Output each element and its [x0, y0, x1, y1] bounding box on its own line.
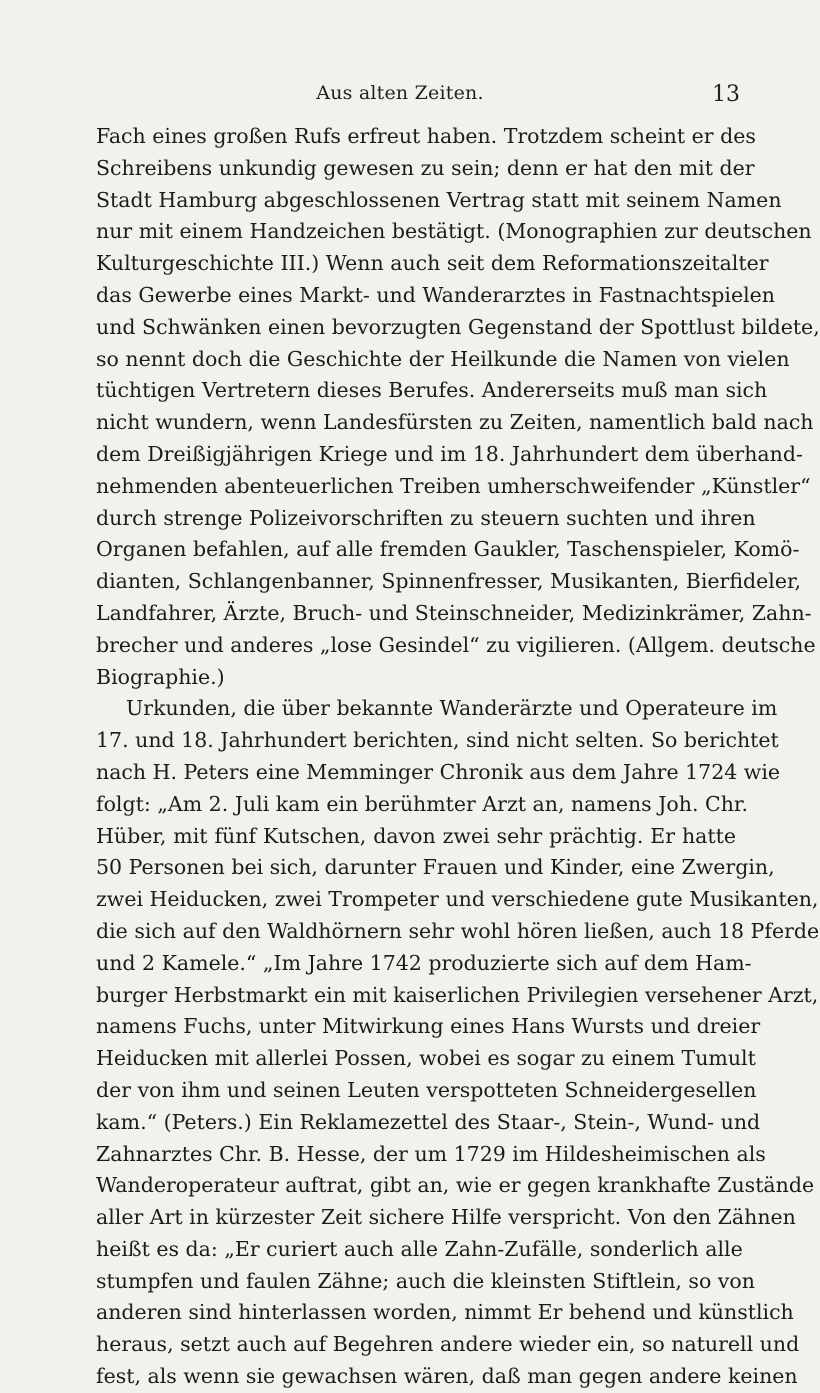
text-line: nur mit einem Handzeichen bestätigt. (Monographien zur deutschen [96, 219, 812, 244]
text-line: namens Fuchs, unter Mitwirkung eines Hans Wursts und dreier [96, 1014, 761, 1039]
text-line: aller Art in kürzester Zeit sichere Hilfe verspricht. Von den Zähnen [96, 1205, 796, 1230]
text-line: dem Dreißigjährigen Kriege und im 18. Jahrhundert dem überhand- [96, 441, 803, 466]
text-line: stumpfen und faulen Zähne; auch die kleinsten Stiftlein, so von [96, 1268, 755, 1293]
text-line: Zahnarztes Chr. B. Hesse, der um 1729 im Hildesheimischen als [96, 1141, 766, 1166]
text-line: heißt es da: „Er curiert auch alle Zahn-Zufälle, sonderlich alle [96, 1236, 743, 1261]
text-line: zwei Heiducken, zwei Trompeter und verschiedene gute Musikanten, [96, 887, 819, 912]
text-line: und 2 Kamele.“ „Im Jahre 1742 produzierte sich auf dem Ham- [96, 950, 752, 975]
running-head [0, 80, 800, 108]
text-line: und Schwänken einen bevorzugten Gegenstand der Spottlust bildete, [96, 314, 820, 339]
text-line: so nennt doch die Geschichte der Heilkunde die Namen von vielen [96, 346, 790, 371]
text-line: tüchtigen Vertretern dieses Berufes. Andererseits muß man sich [96, 378, 768, 403]
text-line: Organen befahlen, auf alle fremden Gaukler, Taschenspieler, Komö- [96, 537, 800, 562]
text-line: nach H. Peters eine Memminger Chronik aus dem Jahre 1724 wie [96, 759, 781, 784]
text-line: Wanderoperateur auftrat, gibt an, wie er gegen krankhafte Zustände [96, 1173, 815, 1198]
text-line: die sich auf den Waldhörnern sehr wohl hören ließen, auch 18 Pferde [96, 918, 820, 943]
text-line: Fach eines großen Rufs erfreut haben. Trotzdem scheint er des [96, 124, 756, 148]
text-line: dianten, Schlangenbanner, Spinnenfresser, Musikanten, Bierfideler, [96, 569, 802, 594]
text-line: fest, als wenn sie gewachsen wären, daß man gegen andere keinen [96, 1364, 798, 1389]
text-line: Heiducken mit allerlei Possen, wobei es sogar zu einem Tumult [96, 1046, 756, 1071]
text-line: Stadt Hamburg abgeschlossenen Vertrag statt mit seinem Namen [96, 187, 782, 212]
text-line: Schreibens unkundig gewesen zu sein; denn er hat den mit der [96, 155, 755, 180]
running-head-title: Aus alten Zeiten. [316, 82, 484, 104]
text-line: folgt: „Am 2. Juli kam ein berühmter Arzt an, namens Joh. Chr. [96, 791, 748, 816]
text-line: der von ihm und seinen Leuten verspotteten Schneidergesellen [96, 1077, 757, 1102]
text-line: kam.“ (Peters.) Ein Reklamezettel des Staar-, Stein-, Wund- und [96, 1109, 761, 1134]
text-line: nehmenden abenteuerlichen Treiben umherschweifender „Künstler“ [96, 473, 811, 498]
text-line: 17. und 18. Jahrhundert berichten, sind nicht selten. So berichtet [96, 728, 779, 753]
text-line: brecher und anderes „lose Gesindel“ zu vigilieren. (Allgem. deutsche [96, 632, 816, 657]
text-line: anderen sind hinterlassen worden, nimmt Er behend und künstlich [96, 1300, 794, 1325]
text-line: Kulturgeschichte III.) Wenn auch seit dem Reformationszeitalter [96, 251, 769, 276]
text-line: heraus, setzt auch auf Begehren andere wieder ein, so naturell und [96, 1332, 800, 1357]
body-text [96, 121, 820, 1393]
text-line: durch strenge Polizeivorschriften zu steuern suchten und ihren [96, 505, 756, 530]
text-line: Biographie.) [96, 664, 225, 689]
page-number: 13 [712, 82, 740, 107]
text-line: nicht wundern, wenn Landesfürsten zu Zeiten, namentlich bald nach [96, 410, 814, 435]
text-line: Landfahrer, Ärzte, Bruch- und Steinschneider, Medizinkrämer, Zahn- [96, 600, 812, 625]
text-line: das Gewerbe eines Markt- und Wanderarztes in Fastnachtspielen [96, 282, 776, 307]
text-line: 50 Personen bei sich, darunter Frauen und Kinder, eine Zwergin, [96, 855, 775, 880]
text-line: burger Herbstmarkt ein mit kaiserlichen Privilegien versehener Arzt, [96, 982, 819, 1007]
text-line: Hüber, mit fünf Kutschen, davon zwei sehr prächtig. Er hatte [96, 823, 736, 848]
paragraph-first-line: Urkunden, die über bekannte Wanderärzte und Operateure im [126, 696, 778, 721]
